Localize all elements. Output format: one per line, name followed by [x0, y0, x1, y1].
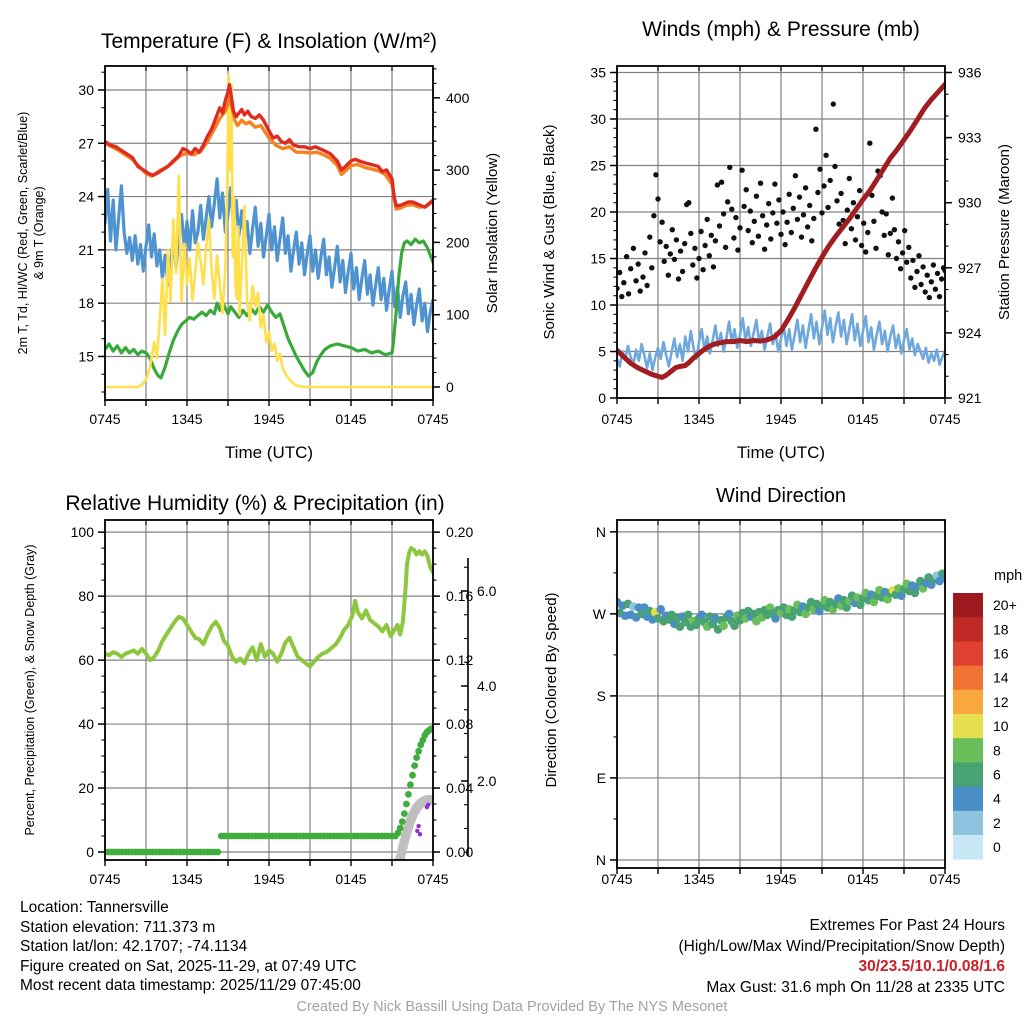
series-precipitation-dot	[397, 825, 404, 832]
series-wind-gust-dot	[908, 275, 913, 280]
series-wind-gust-dot	[653, 172, 658, 177]
x-tick-label: 1345	[683, 411, 715, 427]
series-wind-gust-dot	[707, 253, 712, 258]
wind-chart-title: Winds (mph) & Pressure (mb)	[642, 18, 920, 41]
series-wind-gust-dot	[920, 264, 925, 269]
colorbar-label: 20+	[993, 597, 1017, 614]
series-wind-gust-dot	[764, 222, 769, 227]
colorbar-label: 0	[993, 839, 1001, 856]
x-tick-label: 1345	[171, 411, 203, 427]
series-wind-gust-dot	[929, 279, 934, 284]
temp-left-axis-label-2: & 9m T (Orange)	[32, 186, 46, 280]
series-wind-gust-dot	[694, 275, 699, 280]
series-wind-gust-dot	[700, 267, 705, 272]
series-wind-gust-dot	[825, 205, 830, 210]
series-wind-gust-dot	[935, 271, 940, 276]
series-wind-gust-dot	[651, 213, 656, 218]
series-wind-gust-dot	[659, 220, 664, 225]
right-tick-label: 0.04	[446, 780, 474, 797]
right-tick-label: 927	[958, 259, 982, 276]
series-wind-gust-dot	[662, 259, 667, 264]
wind-direction-chart	[512, 480, 1024, 900]
left-tick-label: 20	[78, 780, 94, 797]
right-tick-label: 0.16	[446, 588, 474, 605]
series-precipitation-dot	[401, 810, 408, 817]
series-wind-gust-dot	[649, 265, 654, 270]
series-wind-gust-dot	[886, 252, 891, 257]
series-wind-gust-dot	[676, 276, 681, 281]
series-wind-gust-dot	[813, 127, 818, 132]
series-wind-gust-dot	[914, 269, 919, 274]
series-wind-gust-dot	[709, 233, 714, 238]
series-wind-gust-dot	[628, 266, 633, 271]
series-precipitation-dot	[214, 849, 221, 856]
x-tick-label: 0745	[601, 871, 633, 887]
left-tick-label: 18	[78, 295, 94, 312]
series-wind-gust-dot	[817, 167, 822, 172]
x-tick-label: 0145	[335, 411, 367, 427]
x-tick-label: 1345	[171, 871, 203, 887]
x-tick-label: 0745	[929, 411, 961, 427]
left-tick-label: 30	[78, 81, 94, 98]
series-wind-gust-dot	[638, 288, 643, 293]
series-wind-gust-dot	[636, 261, 641, 266]
x-tick-label: 0745	[89, 411, 121, 427]
extremes-title: Extremes For Past 24 Hours	[809, 917, 1005, 934]
series-wind-gust-dot	[682, 241, 687, 246]
series-wind-gust-dot	[655, 196, 660, 201]
series-wind-gust-dot	[723, 245, 728, 250]
left-tick-label: 20	[590, 204, 606, 221]
dir-left-axis-label: Direction (Colored By Speed)	[543, 592, 560, 788]
insolation-right-axis-label: Solar Insolation (Yellow)	[484, 152, 501, 314]
colorbar-segment	[953, 593, 983, 618]
series-wind-gust-dot	[758, 181, 763, 186]
series-wind-gust-dot	[838, 191, 843, 196]
series-wind-gust-dot	[834, 198, 839, 203]
series-wind-gust-dot	[851, 200, 856, 205]
series-wind-gust-dot	[741, 204, 746, 209]
left-tick-label: 30	[590, 111, 606, 128]
x-tick-label: 0745	[929, 871, 961, 887]
colorbar-segment	[953, 738, 983, 763]
series-wind-gust-dot	[898, 266, 903, 271]
series-wind-gust-dot	[668, 251, 673, 256]
series-wind-gust-dot	[702, 243, 707, 248]
series-wind-gust-dot	[861, 221, 866, 226]
x-tick-label: 1945	[765, 871, 797, 887]
series-wind-gust-dot	[729, 207, 734, 212]
series-wind-gust-dot	[809, 238, 814, 243]
series-wind-gust-dot	[621, 280, 626, 285]
series-wind-gust-dot	[690, 262, 695, 267]
series-precip-type-dot	[418, 832, 422, 836]
series-wind-gust-dot	[688, 231, 693, 236]
series-wind-gust-dot	[772, 181, 777, 186]
series-wind-gust-dot	[750, 240, 755, 245]
series-wind-gust-dot	[799, 234, 804, 239]
series-wind-gust-dot	[647, 234, 652, 239]
series-wind-gust-dot	[624, 254, 629, 259]
series-wind-gust-dot	[666, 273, 671, 278]
series-precip-type-dot	[416, 824, 420, 828]
series-wind-gust-dot	[867, 141, 872, 146]
series-wind-gust-dot	[705, 217, 710, 222]
x-tick-label: 0145	[847, 411, 879, 427]
colorbar-label: 18	[993, 621, 1009, 638]
humidity-precip-chart	[0, 480, 512, 900]
station-location: Location: Tannersville	[20, 899, 169, 916]
series-wind-gust-dot	[933, 287, 938, 292]
temp-chart-title: Temperature (F) & Insolation (W/m²)	[100, 30, 438, 53]
series-wind-gust-dot	[664, 244, 669, 249]
series-wind-gust-dot	[754, 194, 759, 199]
dir-chart-title: Wind Direction	[715, 485, 847, 507]
series-wind-gust-dot	[780, 209, 785, 214]
right-tick-label: 400	[446, 89, 470, 106]
colorbar-label: 4	[993, 790, 1001, 807]
series-precipitation-dot	[405, 791, 412, 798]
series-wind-gust-dot	[884, 211, 889, 216]
left-tick-label: 35	[590, 64, 606, 81]
series-precipitation-dot	[403, 801, 410, 808]
series-wind-gust-dot	[727, 165, 732, 170]
series-wind-gust-dot	[843, 241, 848, 246]
series-wind-gust-dot	[721, 211, 726, 216]
series-wind-gust-dot	[735, 247, 740, 252]
figure-created: Figure created on Sat, 2025-11-29, at 07:49 UTC	[20, 957, 357, 975]
series-wind-gust-dot	[696, 256, 701, 261]
series-wind-gust-dot	[746, 228, 751, 233]
series-wind-gust-dot	[670, 227, 675, 232]
rh-plot	[105, 520, 433, 860]
series-wind-gust-dot	[855, 214, 860, 219]
series-precipitation-dot	[407, 781, 414, 788]
series-wind-gust-dot	[768, 236, 773, 241]
series-wind-gust-dot	[770, 210, 775, 215]
series-wind-gust-dot	[640, 274, 645, 279]
series-wind-gust-dot	[692, 246, 697, 251]
series-wind-gust-dot	[847, 176, 852, 181]
station-latlon: Station lat/lon: 42.1707; -74.1134	[20, 938, 248, 955]
station-info-block	[20, 898, 361, 996]
series-wind-gust-dot	[927, 295, 932, 300]
series-wind-gust-dot	[807, 203, 812, 208]
series-wind-gust-dot	[896, 239, 901, 244]
series-wind-gust-dot	[904, 260, 909, 265]
series-wind-gust-dot	[642, 250, 647, 255]
series-wind-direction-dot	[719, 621, 728, 630]
series-wind-gust-dot	[678, 248, 683, 253]
series-wind-gust-dot	[737, 225, 742, 230]
series-precipitation-dot	[399, 818, 406, 825]
series-wind-gust-dot	[832, 164, 837, 169]
series-wind-gust-dot	[644, 283, 649, 288]
series-wind-gust-dot	[631, 246, 636, 251]
series-wind-gust-dot	[776, 197, 781, 202]
series-wind-gust-dot	[931, 262, 936, 267]
colorbar-segment	[953, 787, 983, 812]
series-wind-gust-dot	[784, 220, 789, 225]
series-wind-gust-dot	[674, 237, 679, 242]
extremes-block	[679, 916, 1006, 998]
left-tick-label: S	[596, 687, 606, 704]
series-wind-gust-dot	[819, 210, 824, 215]
x-tick-label: 0745	[417, 871, 449, 887]
series-wind-gust-dot	[857, 188, 862, 193]
left-tick-label: 5	[598, 343, 606, 360]
x-tick-label: 1945	[765, 411, 797, 427]
series-wind-gust-dot	[795, 217, 800, 222]
series-wind-gust-dot	[789, 230, 794, 235]
left-tick-label: 80	[78, 588, 94, 605]
series-wind-gust-dot	[713, 238, 718, 243]
x-tick-label: 0145	[335, 871, 367, 887]
series-precip-type-dot	[426, 803, 430, 807]
winds-pressure-chart	[512, 0, 1024, 470]
series-wind-gust-dot	[626, 291, 631, 296]
right-tick-label: 921	[958, 390, 982, 406]
series-wind-gust-dot	[923, 289, 928, 294]
colorbar-segment	[953, 641, 983, 666]
series-wind-gust-dot	[756, 234, 761, 239]
left-tick-label: 0	[598, 390, 606, 406]
series-wind-gust-dot	[902, 228, 907, 233]
x-tick-label: 1945	[253, 871, 285, 887]
series-wind-gust-dot	[873, 246, 878, 251]
series-wind-gust-dot	[680, 269, 685, 274]
series-wind-gust-dot	[744, 187, 749, 192]
temperature-insolation-chart	[0, 0, 512, 470]
left-tick-label: 24	[78, 188, 94, 205]
series-wind-gust-dot	[845, 207, 850, 212]
rh-left-axis-label: Percent, Precipitation (Green), & Snow Depth (Gray)	[23, 544, 37, 836]
colorbar-segment	[953, 666, 983, 691]
series-wind-gust-dot	[906, 245, 911, 250]
series-wind-gust-dot	[925, 273, 930, 278]
right-tick-label: 924	[958, 324, 982, 341]
series-wind-gust-dot	[811, 216, 816, 221]
series-snow-depth-dot	[390, 869, 400, 879]
series-precipitation-dot	[409, 772, 416, 779]
left-tick-label: 60	[78, 652, 94, 669]
left-tick-label: N	[595, 851, 606, 868]
left-tick-label: 0	[86, 844, 94, 861]
series-wind-gust-dot	[803, 185, 808, 190]
series-wind-gust-dot	[762, 247, 767, 252]
colorbar-segment	[953, 617, 983, 642]
series-wind-gust-dot	[910, 258, 915, 263]
series-wind-gust-dot	[787, 192, 792, 197]
colorbar-segment	[953, 811, 983, 836]
series-wind-gust-dot	[863, 249, 868, 254]
colorbar-segment	[953, 835, 983, 860]
left-tick-label: 15	[590, 250, 606, 267]
series-wind-direction-dot	[725, 610, 734, 619]
right-tick-label: 0.00	[446, 844, 474, 861]
right-tick-label: 930	[958, 194, 982, 211]
series-wind-gust-dot	[890, 195, 895, 200]
series-precipitation-dot	[411, 762, 418, 769]
series-wind-gust-dot	[815, 190, 820, 195]
series-wind-gust-dot	[733, 215, 738, 220]
series-wind-gust-dot	[849, 226, 854, 231]
series-wind-gust-dot	[619, 294, 624, 299]
right-tick-label: 100	[446, 306, 470, 323]
colorbar-segment	[953, 714, 983, 739]
left-tick-label: 15	[78, 348, 94, 365]
series-wind-gust-dot	[778, 232, 783, 237]
left-tick-label: 25	[590, 157, 606, 174]
series-wind-gust-dot	[831, 101, 836, 106]
series-wind-gust-dot	[672, 257, 677, 262]
dir-plot	[617, 520, 945, 868]
rh-chart-title: Relative Humidity (%) & Precipitation (in)	[65, 492, 445, 515]
right-tick-label: 936	[958, 64, 982, 81]
x-tick-label: 0145	[847, 871, 879, 887]
snow-tick-label: 2.0	[477, 773, 497, 789]
series-wind-gust-dot	[900, 250, 905, 255]
series-wind-gust-dot	[698, 229, 703, 234]
series-wind-gust-dot	[725, 199, 730, 204]
wind-xaxis-label: Time (UTC)	[736, 443, 826, 462]
left-tick-label: E	[596, 769, 606, 786]
wind-left-axis-label: Sonic Wind & Gust (Blue, Black)	[541, 124, 558, 340]
series-wind-gust-dot	[791, 206, 796, 211]
series-precipitation-dot	[415, 748, 422, 755]
series-wind-gust-dot	[719, 180, 724, 185]
series-precipitation-dot	[413, 754, 420, 761]
series-wind-gust-dot	[882, 233, 887, 238]
series-snow-depth-dot	[391, 866, 401, 876]
left-tick-label: 100	[70, 524, 94, 541]
series-wind-gust-dot	[793, 173, 798, 178]
series-wind-gust-dot	[657, 239, 662, 244]
right-tick-label: 0.12	[446, 652, 474, 669]
colorbar-label: 8	[993, 742, 1001, 759]
series-wind-gust-dot	[731, 235, 736, 240]
series-wind-gust-dot	[865, 230, 870, 235]
series-wind-gust-dot	[801, 212, 806, 217]
series-wind-gust-dot	[633, 278, 638, 283]
temp-xaxis-label: Time (UTC)	[224, 443, 314, 462]
series-wind-gust-dot	[918, 282, 923, 287]
series-wind-gust-dot	[760, 213, 765, 218]
series-wind-gust-dot	[894, 256, 899, 261]
right-tick-label: 0.20	[446, 524, 474, 541]
x-tick-label: 1945	[253, 411, 285, 427]
series-wind-gust-dot	[823, 153, 828, 158]
colorbar-segment	[953, 690, 983, 715]
series-wind-gust-dot	[782, 242, 787, 247]
series-wind-gust-dot	[774, 221, 779, 226]
series-wind-gust-dot	[766, 201, 771, 206]
series-wind-gust-dot	[916, 253, 921, 258]
x-tick-label: 0745	[417, 411, 449, 427]
series-wind-gust-dot	[828, 178, 833, 183]
left-tick-label: 10	[590, 297, 606, 314]
x-tick-label: 0745	[601, 411, 633, 427]
left-tick-label: 21	[78, 241, 94, 258]
left-tick-label: 40	[78, 716, 94, 733]
series-wind-gust-dot	[739, 168, 744, 173]
right-tick-label: 0	[446, 378, 454, 395]
series-wind-gust-dot	[853, 237, 858, 242]
series-wind-gust-dot	[892, 227, 897, 232]
pressure-right-axis-label: Station Pressure (Maroon)	[996, 144, 1013, 320]
left-tick-label: W	[592, 605, 606, 622]
right-tick-label: 0.08	[446, 716, 474, 733]
temp-left-axis-label-1: 2m T, Td, HI/WC (Red, Green, Scarlet/Blue)	[16, 111, 30, 355]
colorbar-label: 10	[993, 718, 1009, 735]
series-wind-gust-dot	[797, 194, 802, 199]
recent-timestamp: Most recent data timestamp: 2025/11/29 07:45:00	[20, 977, 361, 994]
colorbar-label: 2	[993, 814, 1001, 831]
series-wind-gust-dot	[711, 264, 716, 269]
snow-tick-label: 4.0	[477, 678, 497, 694]
series-wind-gust-dot	[748, 208, 753, 213]
colorbar-title: mph	[994, 568, 1023, 584]
snow-tick-label: 6.0	[477, 583, 497, 599]
extremes-values: 30/23.5/10.1/0.08/1.6	[858, 958, 1005, 975]
colorbar-segment	[953, 762, 983, 787]
series-wind-gust-dot	[686, 200, 691, 205]
series-wind-gust-dot	[752, 219, 757, 224]
rh-series-group	[102, 548, 438, 879]
series-wind-gust-dot	[939, 276, 944, 281]
x-tick-label: 0745	[89, 871, 121, 887]
series-wind-gust-dot	[937, 294, 942, 299]
colorbar-label: 16	[993, 645, 1009, 662]
colorbar-label: 6	[993, 766, 1001, 783]
station-elevation: Station elevation: 711.373 m	[20, 918, 216, 936]
series-wind-gust-dot	[912, 285, 917, 290]
x-tick-label: 1345	[683, 871, 715, 887]
series-snow-depth-dot	[393, 862, 403, 872]
max-gust: Max Gust: 31.6 mph On 11/28 at 2335 UTC	[706, 978, 1005, 996]
left-tick-label: 27	[78, 135, 94, 152]
series-wind-gust-dot	[871, 219, 876, 224]
extremes-subtitle: (High/Low/Max Wind/Precipitation/Snow Depth)	[678, 937, 1005, 955]
left-tick-label: N	[595, 523, 606, 540]
right-tick-label: 200	[446, 234, 470, 251]
credit-line: Created By Nick Bassill Using Data Provided By The NYS Mesonet	[296, 999, 728, 1015]
right-tick-label: 933	[958, 129, 982, 146]
colorbar-label: 12	[993, 693, 1009, 710]
series-wind-gust-dot	[805, 224, 810, 229]
series-wind-gust-dot	[717, 223, 722, 228]
series-wind-gust-dot	[888, 231, 893, 236]
series-wind-gust-dot	[859, 243, 864, 248]
colorbar-label: 14	[993, 669, 1009, 686]
series-wind-gust-dot	[821, 183, 826, 188]
right-tick-label: 300	[446, 162, 470, 179]
